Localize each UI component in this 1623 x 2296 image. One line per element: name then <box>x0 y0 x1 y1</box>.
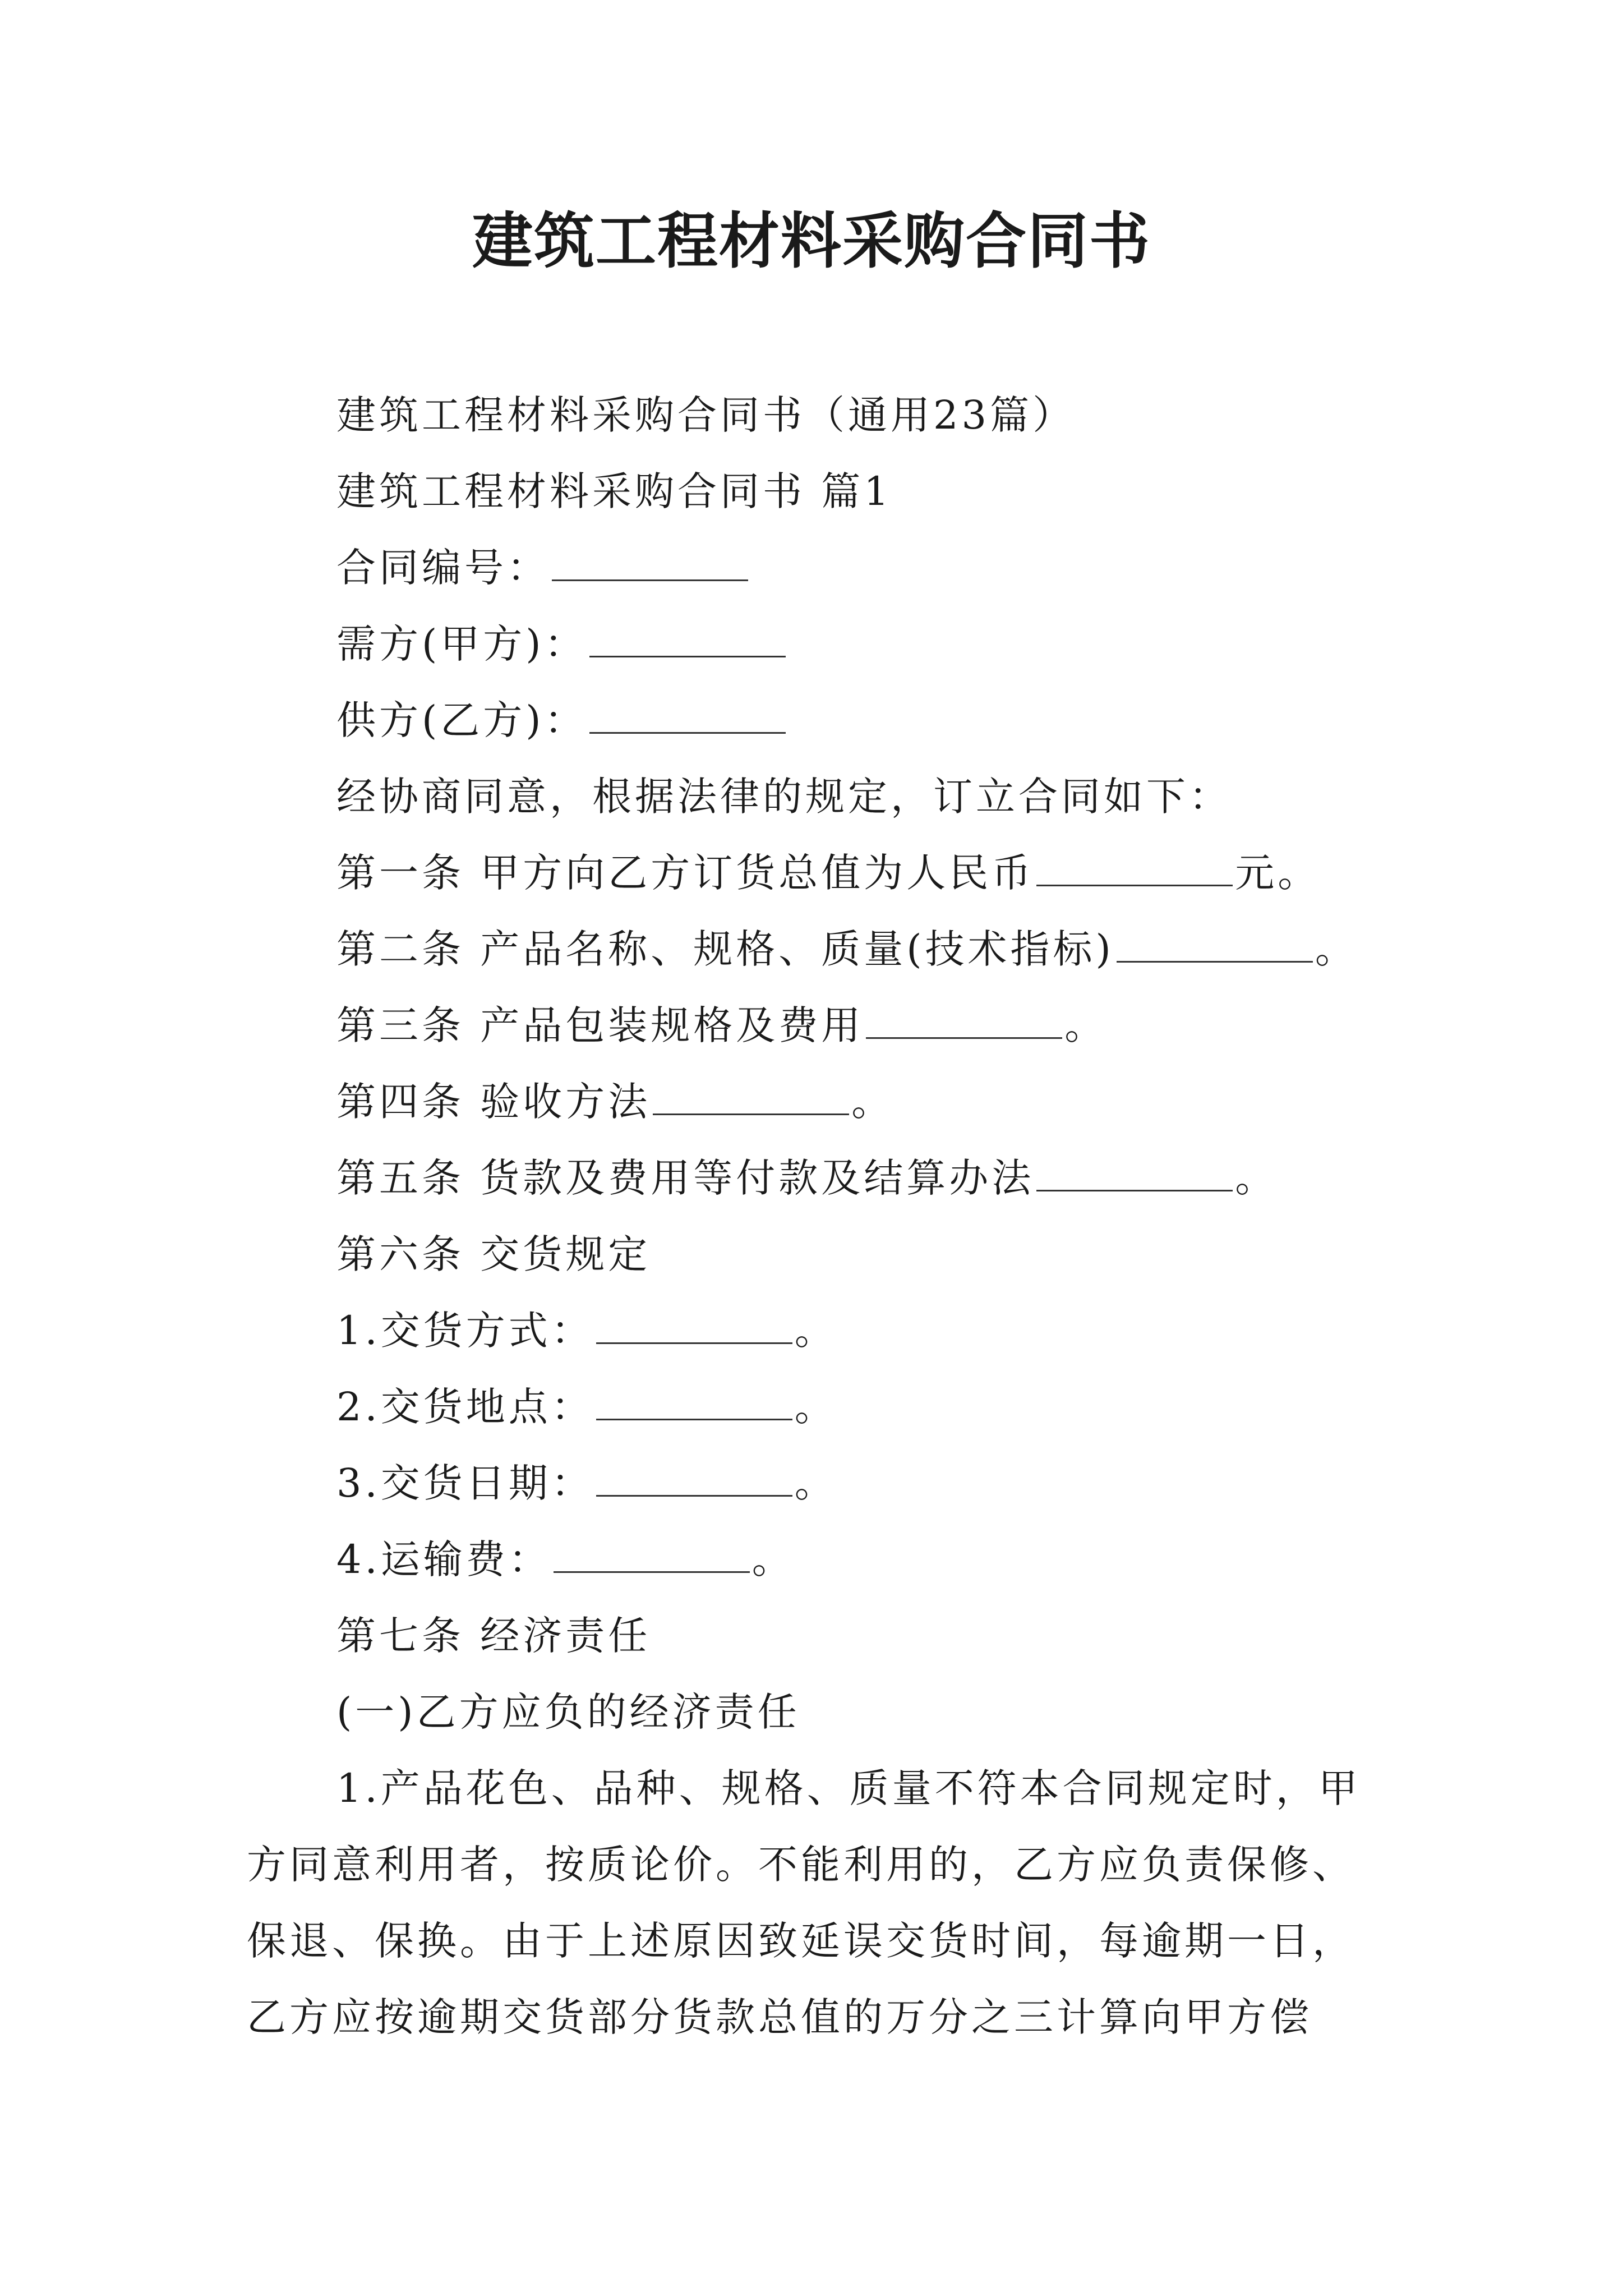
paragraph-line-2: 方同意利用者，按质论价。不能利用的，乙方应负责保修、 <box>247 1842 1355 1888</box>
article-7: 第七条 经济责任 <box>336 1613 651 1659</box>
section-heading: 建筑工程材料采购合同书 篇1 <box>336 468 892 514</box>
transport-fee-blank <box>554 1536 750 1573</box>
article-1-blank <box>1036 850 1233 886</box>
delivery-location-label: 2.交货地点： <box>336 1384 594 1430</box>
transport-fee <box>336 1531 795 1588</box>
article-2-text: 第二条 产品名称、规格、质量(技术指标) <box>336 926 1114 972</box>
article-3 <box>336 997 1107 1053</box>
article-1-end: 元。 <box>1235 850 1321 896</box>
article-4-blank <box>653 1079 849 1115</box>
article-5-end: 。 <box>1235 1155 1278 1201</box>
article-2 <box>336 921 1358 977</box>
article-4 <box>336 1074 894 1130</box>
transport-fee-end: 。 <box>751 1536 795 1582</box>
article-3-text: 第三条 产品包装规格及费用 <box>336 1002 864 1048</box>
seller-field <box>336 692 788 748</box>
article-3-blank <box>866 1002 1062 1039</box>
paragraph-line-3: 保退、保换。由于上述原因致延误交货时间，每逾期一日， <box>247 1918 1355 1964</box>
article-1 <box>336 845 1320 901</box>
article-1-text: 第一条 甲方向乙方订货总值为人民币 <box>336 850 1035 896</box>
document-subtitle: 建筑工程材料采购合同书（通用23篇） <box>336 392 1076 438</box>
buyer-label: 需方(甲方)： <box>336 621 587 667</box>
delivery-date-blank <box>596 1460 792 1497</box>
contract-number-field <box>336 540 750 596</box>
article-4-text: 第四条 验收方法 <box>336 1079 651 1125</box>
intro-text: 经协商同意，根据法律的规定，订立合同如下： <box>336 774 1232 820</box>
article-2-blank <box>1117 926 1313 963</box>
article-4-end: 。 <box>851 1079 895 1125</box>
seller-label: 供方(乙方)： <box>336 697 587 743</box>
delivery-date-end: 。 <box>794 1460 837 1506</box>
delivery-location <box>336 1379 837 1435</box>
document-title: 建筑工程材料采购合同书 <box>472 206 1151 277</box>
paragraph-line-1: 1.产品花色、品种、规格、质量不符本合同规定时，甲 <box>336 1765 1361 1811</box>
delivery-location-blank <box>596 1384 792 1420</box>
article-7-subheading: (一)乙方应负的经济责任 <box>336 1689 800 1735</box>
transport-fee-label: 4.运输费： <box>336 1536 551 1582</box>
article-5-blank <box>1036 1155 1233 1191</box>
article-5-text: 第五条 货款及费用等付款及结算办法 <box>336 1155 1035 1201</box>
delivery-method-blank <box>596 1308 792 1344</box>
delivery-method-label: 1.交货方式： <box>336 1308 594 1354</box>
article-3-end: 。 <box>1064 1002 1108 1048</box>
buyer-field <box>336 616 788 672</box>
delivery-date-label: 3.交货日期： <box>336 1460 594 1506</box>
contract-number-blank <box>552 545 748 581</box>
article-5 <box>336 1150 1278 1206</box>
seller-blank <box>589 697 786 734</box>
paragraph-line-4: 乙方应按逾期交货部分货款总值的万分之三计算向甲方偿 <box>247 1994 1312 2040</box>
buyer-blank <box>589 621 786 657</box>
delivery-method-end: 。 <box>794 1308 837 1354</box>
delivery-date <box>336 1455 837 1511</box>
article-2-end: 。 <box>1315 926 1358 972</box>
article-6: 第六条 交货规定 <box>336 1231 651 1277</box>
delivery-location-end: 。 <box>794 1384 837 1430</box>
delivery-method <box>336 1303 837 1359</box>
contract-number-label: 合同编号： <box>336 545 550 591</box>
